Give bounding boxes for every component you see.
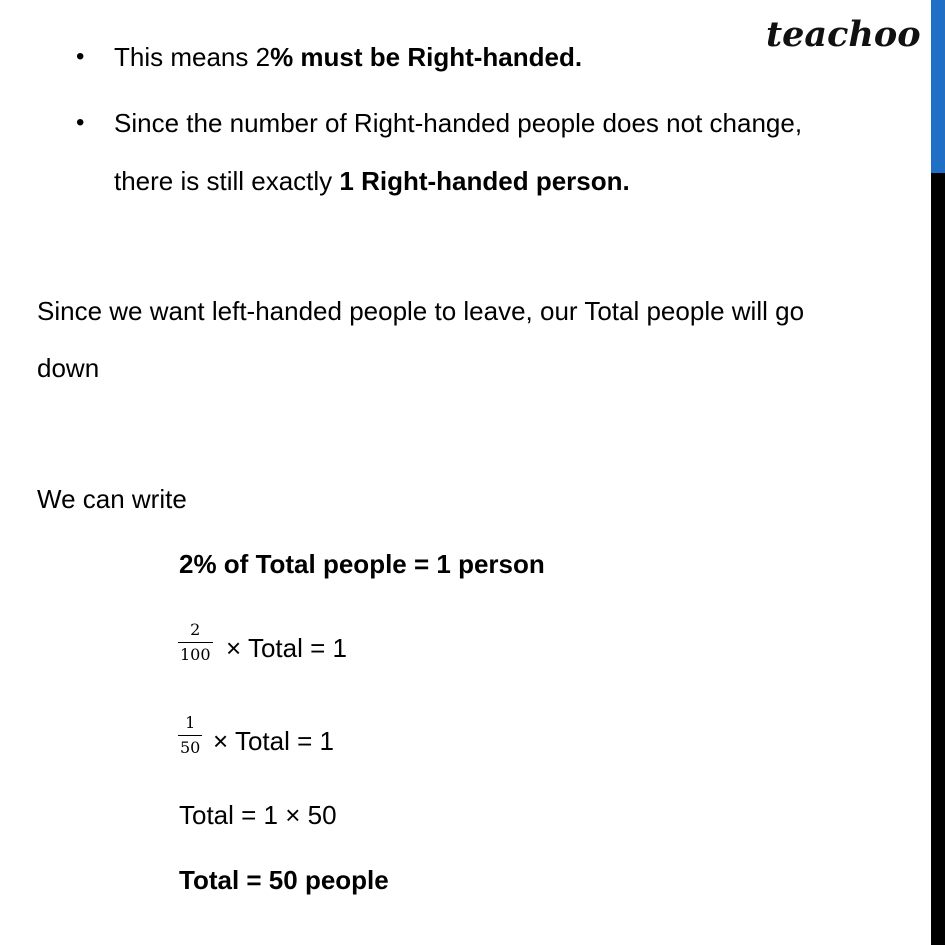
step-eq-1: × Total = 1 (226, 633, 347, 663)
bullet-1-text: This means 2 (114, 42, 271, 72)
step-statement (179, 548, 545, 580)
teachoo-logo: teachoo (766, 14, 921, 55)
sidebar-accent (931, 0, 945, 173)
step-eq-3: Total = 1 × 50 (179, 800, 337, 830)
bullet-dot-icon: • (76, 43, 85, 70)
bullet-dot-icon: • (76, 109, 85, 136)
bullet-2-line-2-text: there is still exactly (114, 166, 340, 196)
intro-text: We can write (37, 484, 187, 514)
fraction-denominator: 100 (178, 642, 213, 664)
fraction-numerator: 2 (190, 620, 201, 639)
bullet-2-line-1: Since the number of Right-handed people does not change, (114, 108, 803, 138)
paragraph-line-2: down (37, 353, 100, 383)
fraction-numerator: 1 (185, 713, 196, 732)
step-result (179, 864, 389, 896)
bullet-1-bold: % must be Right-handed. (270, 42, 583, 72)
bullet-2-line-2-bold: 1 Right-handed person. (339, 166, 630, 196)
fraction-1-over-50 (178, 714, 202, 757)
step-result-bold: Total = 50 people (179, 865, 389, 895)
fraction-2-over-100 (178, 621, 213, 664)
bullet-1 (114, 41, 582, 73)
fraction-denominator: 50 (178, 735, 202, 757)
right-sidebar (931, 0, 945, 945)
paragraph-line-1: Since we want left-handed people to leave, our Total people will go (37, 296, 805, 326)
bullet-2-line-2 (114, 165, 630, 197)
step-eq-2: × Total = 1 (213, 726, 334, 756)
step-statement-bold: 2% of Total people = 1 person (179, 549, 545, 579)
